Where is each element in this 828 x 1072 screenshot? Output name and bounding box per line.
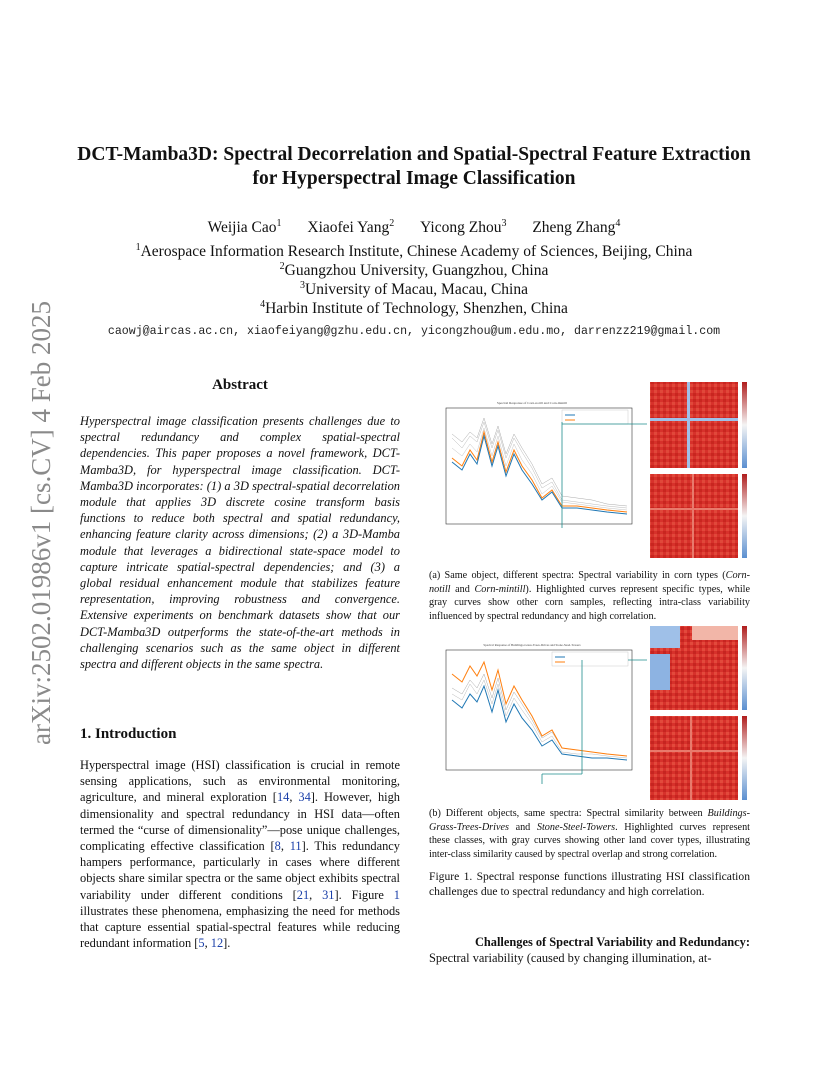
author: Yicong Zhou$^3$ xyxy=(420,218,507,236)
affiliation: $^3$University of Macau, Macau, China xyxy=(300,280,528,298)
figure-panel-a xyxy=(432,378,750,560)
author-list xyxy=(60,219,768,237)
legend-box xyxy=(562,410,628,424)
figure-panel-b xyxy=(432,624,750,802)
arxiv-id: arXiv:2502.01986v1 [cs.CV] 4 Feb 2025 xyxy=(26,301,56,745)
citation-link[interactable]: 11 xyxy=(289,839,302,854)
title-line-1: DCT-Mamba3D: Spectral Decorrelation and Spatial-Spectral Feature Extraction xyxy=(77,144,751,165)
correlation-heatmap-b1 xyxy=(650,626,747,710)
abstract-text: Hyperspectral image classification presents challenges due to spectral redundancy and complex spatial-spectral dependencies. This paper proposes a novel framework, DCT-Mamba3D, for hyperspectral image classification. DCT-Mamba3D incorporates: (1) a 3D spectral-spatial decorrelation module that applies 3D discrete cosine transform basis functions to reduce both spectral and spatial redundancy, enhancing feature clarity across dimensions; (2) a 3D-Mamba module that leverages a bidirectional state-space model to capture intricate spatial-spectral dependencies; and (3) a global residual enhancement module that stabilizes feature representation, improving robustness and convergence. Extensive experiments on benchmark datasets show that our DCT-Mamba3D outperforms the state-of-the-art methods in challenging scenarios such as the same object in different spectra and different objects in the same spectra. xyxy=(80,414,400,672)
caption-a: (a) Same object, different spectra: Spectral variability in corn types (Corn-notill and Corn-mintill). Highlighted curves represent specific types, while gray curves show other corn samples, reflecting intra-class variability influenced by spectral redundancy and high correlation. xyxy=(429,570,751,622)
colorbar xyxy=(742,382,747,468)
correlation-heatmap-b2 xyxy=(650,716,747,800)
colorbar xyxy=(742,626,747,710)
title-line-2: for Hyperspectral Image Classification xyxy=(252,168,576,189)
paragraph-heading: Challenges of Spectral Variability and Redundancy xyxy=(474,935,746,949)
paper-title xyxy=(60,143,768,191)
figure-ref-link[interactable]: 1 xyxy=(393,887,400,902)
caption-b: (b) Different objects, same spectra: Spectral similarity between Buildings-Grass-Trees-Drives and Stone-Steel-Towers. Highlighted curves represent these classes, with gray curves showing other land cover types, illustrating inter-class similarity caused by spectral overlap and strong correlation. xyxy=(429,808,750,860)
author: Weijia Cao$^1$ xyxy=(207,218,282,236)
spectral-plot-a xyxy=(446,401,647,528)
spectral-plot-b xyxy=(446,643,647,784)
citation-link[interactable]: 14 xyxy=(276,790,290,805)
citation-link[interactable]: 12 xyxy=(210,936,224,951)
affiliation: $^2$Guangzhou University, Guangzhou, China xyxy=(279,261,549,279)
section-heading: 1. Introduction xyxy=(80,726,177,742)
citation-link[interactable]: 5 xyxy=(198,936,205,951)
author: Xiaofei Yang$^2$ xyxy=(307,218,395,236)
colorbar xyxy=(742,716,747,800)
affiliation: $^1$Aerospace Information Research Institute, Chinese Academy of Sciences, Beijing, China xyxy=(135,242,693,260)
citation-link[interactable]: 31 xyxy=(322,887,335,902)
challenges-paragraph: Challenges of Spectral Variability and Redundancy: Spectral variability (caused by changing illumination, at- xyxy=(429,935,750,966)
plot-title: Spectral Response of Buildings-Grass-Trees-Drives and Stone-Steel-Towers xyxy=(483,643,581,647)
citation-link[interactable]: 21 xyxy=(296,887,310,902)
abstract-heading: Abstract xyxy=(212,377,268,393)
figure-caption: Figure 1. Spectral response functions illustrating HSI classification challenges due to spectral redundancy and high correlation. xyxy=(429,870,750,898)
plot-title: Spectral Response of Corn-notill and Corn-mintill xyxy=(496,401,568,405)
citation-link[interactable]: 8 xyxy=(274,839,281,854)
author-emails: caowj@aircas.ac.cn, xiaofeiyang@gzhu.edu.cn, yicongzhou@um.edu.mo, darrenzz219@gmail.com xyxy=(107,325,721,338)
correlation-heatmap-a2 xyxy=(650,474,747,558)
colorbar xyxy=(742,474,747,558)
arxiv-stamp xyxy=(18,290,58,750)
citation-link[interactable]: 34 xyxy=(298,790,311,805)
correlation-heatmap-a1 xyxy=(650,382,747,468)
legend-box xyxy=(552,652,628,666)
author: Zheng Zhang$^4$ xyxy=(532,218,621,236)
affiliation: $^4$Harbin Institute of Technology, Shenzhen, China xyxy=(260,299,568,317)
intro-paragraph: Hyperspectral image (HSI) classification is crucial in remote sensing applications, such as environmental monitoring, agriculture, and mineral exploration [14, 34]. However, high dimensionality and spectral redundancy in HSI data—often termed the “curse of dimensionality”—pose unique challenges, complicating effective classification [8, 11]. This redundancy hampers performance, particularly in cases where different objects share similar spectra or the same object exhibits spectral variability under different conditions [21, 31]. Figure 1 illustrates these phenomena, emphasizing the need for methods that capture essential spatial-spectral features while reducing redundant information [5, 12]. xyxy=(80,758,400,951)
